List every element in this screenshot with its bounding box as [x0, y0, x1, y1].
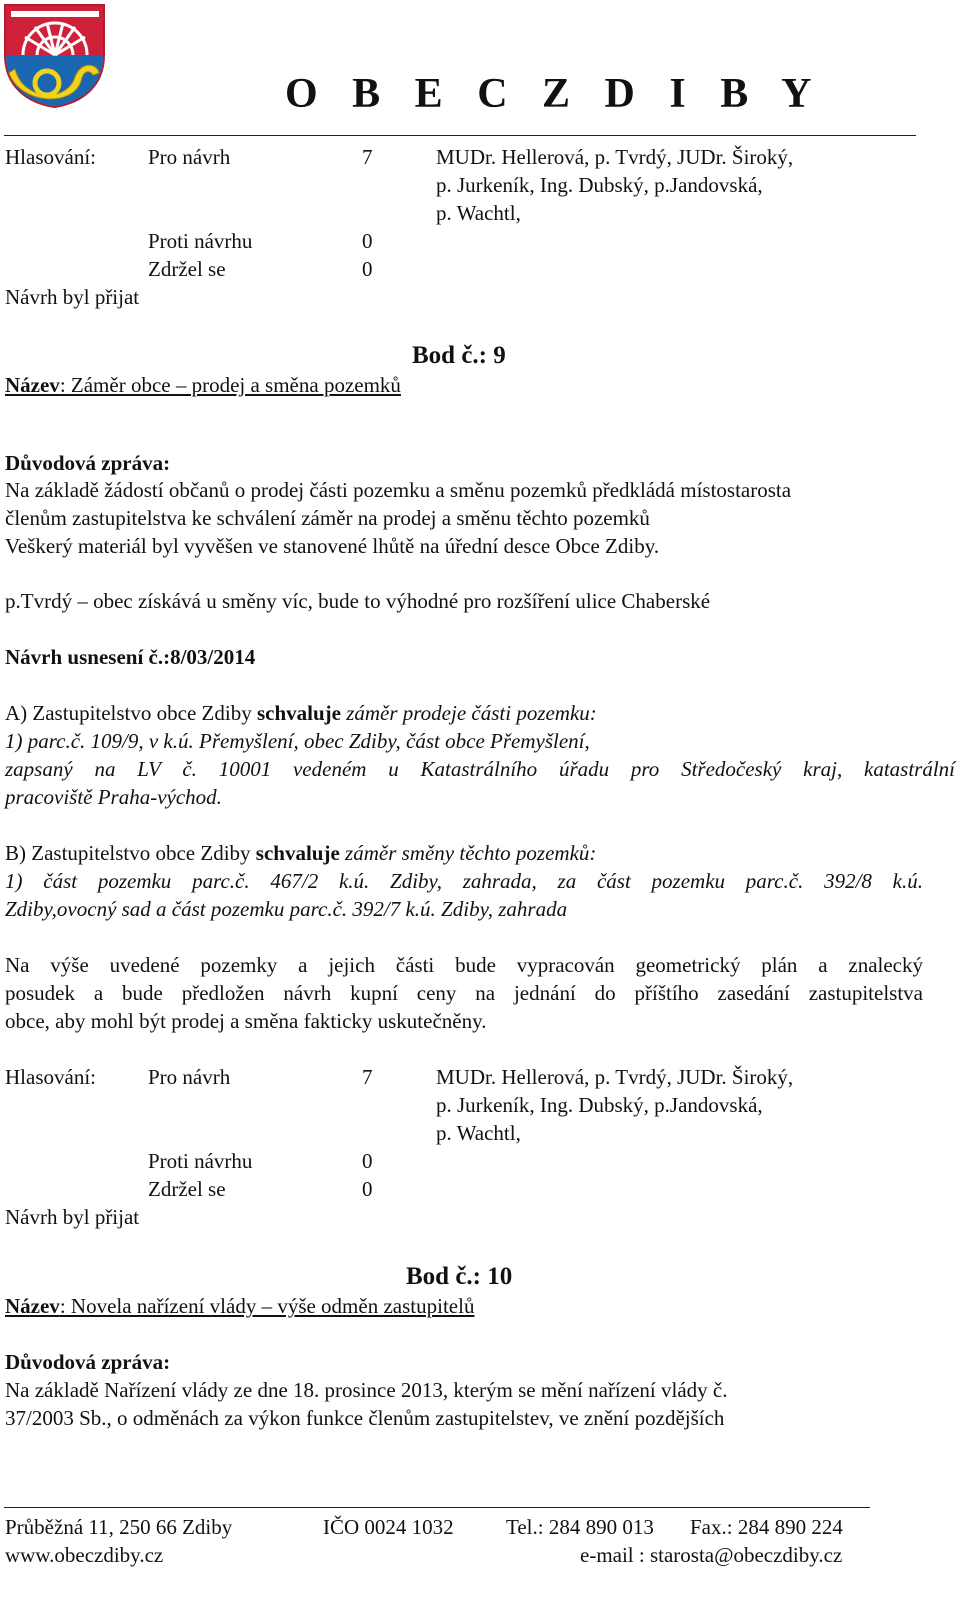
vote-label: Hlasování: [5, 1065, 96, 1089]
resolution-a-line: pracoviště Praha-východ. [5, 785, 222, 809]
footer-fax: Fax.: 284 890 224 [690, 1515, 843, 1539]
title-text: : Novela nařízení vlády – výše odměn zastupitelů [59, 1294, 475, 1318]
vote-label: Hlasování: [5, 145, 96, 169]
vote-names-line: MUDr. Hellerová, p. Tvrdý, JUDr. Široký, [436, 1065, 794, 1089]
reason-line: 37/2003 Sb., o odměnách za výkon funkce členům zastupitelstev, ve znění pozdějších [5, 1406, 725, 1430]
reason-heading: Důvodová zpráva: [5, 451, 171, 475]
resolution-a-line: 1) parc.č. 109/9, v k.ú. Přemyšlení, obec Zdiby, část obce Přemyšlení, [5, 729, 590, 753]
agenda-item-title [5, 375, 401, 396]
resolution-b-verb: schvaluje [255, 841, 340, 865]
vote-proti-count: 0 [362, 229, 373, 253]
vote-names-line: p. Wachtl, [436, 201, 521, 225]
resolution-a-object: záměr prodeje části pozemku: [340, 701, 597, 725]
paragraph-line: obce, aby mohl být prodej a směna fakticky uskutečněny. [5, 1009, 487, 1033]
reason-heading: Důvodová zpráva: [5, 1350, 171, 1374]
resolution-b-object: záměr směny těchto pozemků: [339, 841, 597, 865]
footer-website[interactable]: www.obeczdiby.cz [5, 1543, 164, 1567]
reason-line: členům zastupitelstva ke schválení záměr na prodej a směnu těchto pozemků [5, 506, 650, 530]
vote-proti-count: 0 [362, 1149, 373, 1173]
vote-names-line: MUDr. Hellerová, p. Tvrdý, JUDr. Široký, [436, 145, 794, 169]
vote-names-line: p. Wachtl, [436, 1121, 521, 1145]
discussion-note [5, 591, 710, 612]
vote-names-line: p. Jurkeník, Ing. Dubský, p.Jandovská, [436, 173, 763, 197]
vote-zdrzel-label: Zdržel se [148, 1177, 226, 1201]
footer-address: Průběžná 11, 250 66 Zdiby [5, 1515, 233, 1539]
title-label: Název [5, 373, 60, 397]
title-text: : Záměr obce – prodej a směna pozemků [59, 373, 401, 397]
paragraph-line: posudek a bude předložen návrh kupní ceny na jednání do příštího zasedání zastupitelstva [5, 981, 923, 1005]
resolution-heading: Návrh usnesení č.:8/03/2014 [5, 645, 256, 669]
reason-line: Na základě Nařízení vlády ze dne 18. prosince 2013, kterým se mění nařízení vlády č. [5, 1378, 728, 1402]
resolution-b-line [5, 843, 596, 864]
vote-pro-label: Pro návrh [148, 145, 231, 169]
resolution-a-line [5, 703, 597, 724]
vote-names-line: p. Jurkeník, Ing. Dubský, p.Jandovská, [436, 1093, 763, 1117]
note-speaker: Tvrdý [20, 589, 73, 613]
vote-result: Návrh byl přijat [5, 1205, 140, 1229]
municipal-crest-logo [3, 3, 106, 108]
vote-zdrzel-count: 0 [362, 257, 373, 281]
resolution-b-line: Zdiby,ovocný sad a část pozemku parc.č. 392/7 k.ú. Zdiby, zahrada [5, 897, 568, 921]
footer-email[interactable]: e-mail : starosta@obeczdiby.cz [580, 1543, 843, 1567]
page-title: O B E C Z D I B Y [285, 71, 824, 117]
vote-pro-count: 7 [362, 1065, 373, 1089]
note-prefix: p. [5, 589, 21, 613]
agenda-item-number: Bod č.: 10 [406, 1263, 513, 1290]
header-divider [4, 135, 916, 136]
vote-zdrzel-count: 0 [362, 1177, 373, 1201]
vote-zdrzel-label: Zdržel se [148, 257, 226, 281]
vote-pro-count: 7 [362, 145, 373, 169]
vote-result: Návrh byl přijat [5, 285, 140, 309]
footer-ico: IČO 0024 1032 [323, 1515, 454, 1539]
resolution-b-line: 1) část pozemku parc.č. 467/2 k.ú. Zdiby, zahrada, za část pozemku parc.č. 392/8 k.ú. [5, 869, 923, 893]
agenda-item-title [5, 1296, 474, 1317]
vote-proti-label: Proti návrhu [148, 229, 253, 253]
reason-line: Veškerý materiál byl vyvěšen ve stanovené lhůtě na úřední desce Obce Zdiby. [5, 534, 660, 558]
paragraph-line: Na výše uvedené pozemky a jejich části bude vypracován geometrický plán a znalecký [5, 953, 923, 977]
title-label: Název [5, 1294, 60, 1318]
resolution-b-prefix: B) Zastupitelstvo obce Zdiby [5, 841, 256, 865]
footer-phone: Tel.: 284 890 013 [506, 1515, 654, 1539]
vote-pro-label: Pro návrh [148, 1065, 231, 1089]
vote-proti-label: Proti návrhu [148, 1149, 253, 1173]
reason-line: Na základě žádostí občanů o prodej části pozemku a směnu pozemků předkládá místostarosta [5, 478, 792, 502]
resolution-a-prefix: A) Zastupitelstvo obce Zdiby [5, 701, 257, 725]
agenda-item-number: Bod č.: 9 [412, 342, 506, 369]
footer-divider [4, 1507, 870, 1508]
resolution-a-verb: schvaluje [256, 701, 341, 725]
note-text: – obec získává u směny víc, bude to výhodné pro rozšíření ulice Chaberské [72, 589, 711, 613]
resolution-a-line: zapsaný na LV č. 10001 vedeném u Katastrálního úřadu pro Středočeský kraj, katastrální [5, 757, 955, 781]
